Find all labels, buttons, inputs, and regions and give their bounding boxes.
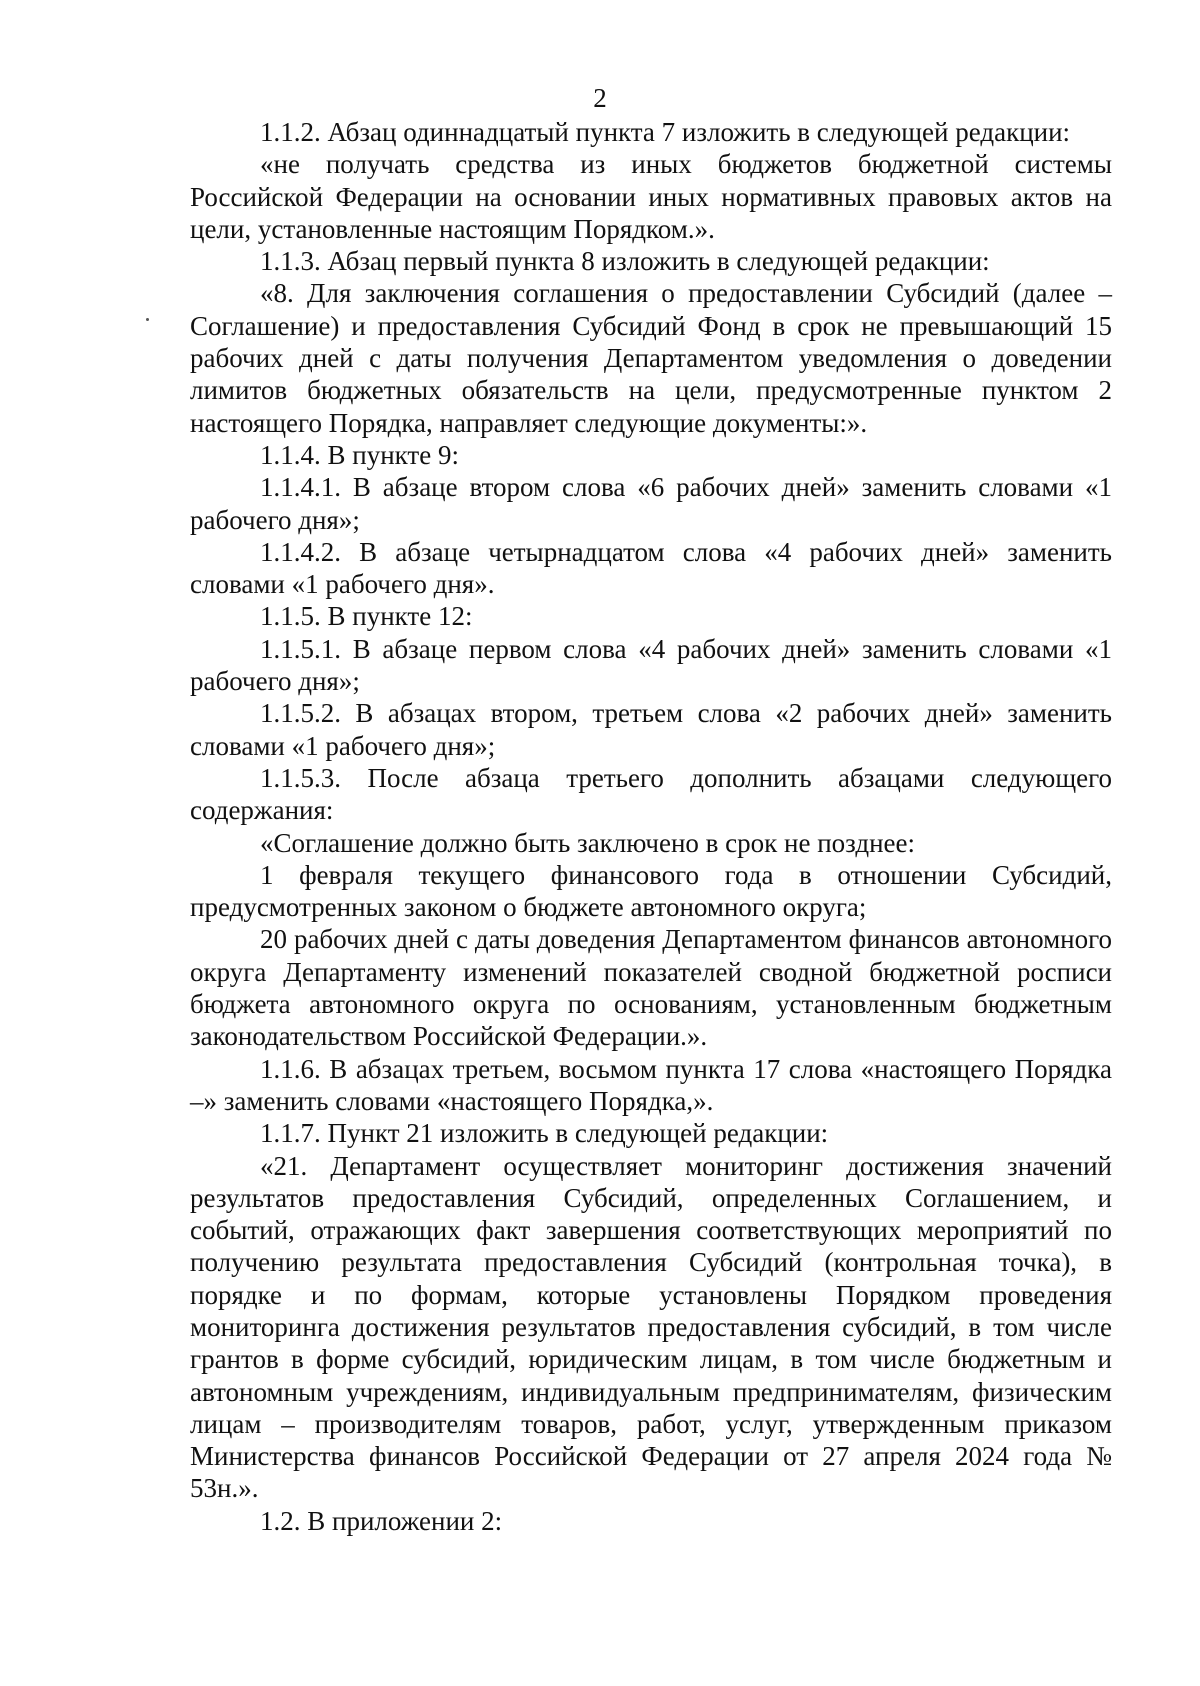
paragraph-1-1-4-1: 1.1.4.1. В абзаце втором слова «6 рабочих дней» заменить словами «1 рабочего дня»; xyxy=(190,472,1112,535)
paragraph-1-1-2: 1.1.2. Абзац одиннадцатый пункта 7 изложить в следующей редакции: xyxy=(260,117,1071,147)
paragraph-1-1-5: 1.1.5. В пункте 12: xyxy=(260,601,473,632)
paragraph-1-1-4: 1.1.4. В пункте 9: xyxy=(260,439,459,470)
paragraph-february-1: 1 февраля текущего финансового года в отношении Субсидий, предусмотренных законом о бюджете автономного округа; xyxy=(190,859,1112,923)
paragraph-quote-point-21: «21. Департамент осуществляет мониторинг достижения значений результатов предоставления Субсидий, определенных Соглашением, и событий, отражающих факт завершения соответствующих мероприятий по получению результата предоставления Субсидий (контрольная точка), в порядке и по формам, которые установлены Порядком проведения мониторинга достижения результатов предоставления субсидий, в том числе грантов в форме субсидий, юридическим лицам, в том числе бюджетным и автономным учреждениям, индивидуальным предпринимателям, физическим лицам – производителям товаров, работ, услуг, утвержденным приказом Министерства финансов Российской Федерации от 27 апреля 2024 года № 53н.». xyxy=(190,1150,1112,1504)
paragraph-1-1-5-3: 1.1.5.3. После абзаца третьего дополнить абзацами следующего содержания: xyxy=(190,762,1112,826)
paragraph-quote-funds: «не получать средства из иных бюджетов бюджетной системы Российской Федерации на основании иных нормативных правовых актов на цели, установленные настоящим Порядком.». xyxy=(190,149,1112,244)
paragraph-1-1-7: 1.1.7. Пункт 21 изложить в следующей редакции: xyxy=(260,1118,829,1149)
paragraph-1-1-5-2: 1.1.5.2. В абзацах втором, третьем слова «2 рабочих дней» заменить словами «1 рабочего дня»; xyxy=(190,698,1112,761)
paragraph-1-1-4-2: 1.1.4.2. В абзаце четырнадцатом слова «4 рабочих дней» заменить словами «1 рабочего дня». xyxy=(190,536,1112,600)
paragraph-quote-agreement-deadline: «Соглашение должно быть заключено в срок не позднее: xyxy=(260,827,915,858)
scan-speck xyxy=(146,318,149,321)
document-body xyxy=(190,116,1112,1537)
paragraph-1-1-3: 1.1.3. Абзац первый пункта 8 изложить в следующей редакции: xyxy=(260,246,990,277)
paragraph-1-2: 1.2. В приложении 2: xyxy=(260,1505,503,1536)
paragraph-quote-point-8: «8. Для заключения соглашения о предоставлении Субсидий (далее – Соглашение) и предоставления Субсидий Фонд в срок не превышающий 15 рабочих дней с даты получения Департаментом уведомления о доведении лимитов бюджетных обязательств на цели, предусмотренные пунктом 2 настоящего Порядка, направляет следующие документы:». xyxy=(190,278,1112,438)
paragraph-20-working-days: 20 рабочих дней с даты доведения Департаментом финансов автономного округа Департаменту изменений показателей сводной бюджетной росписи бюджета автономного округа по основаниям, установленным бюджетным законодательством Российской Федерации.». xyxy=(190,924,1112,1052)
paragraph-1-1-5-1: 1.1.5.1. В абзаце первом слова «4 рабочих дней» заменить словами «1 рабочего дня»; xyxy=(190,633,1112,697)
paragraph-1-1-6: 1.1.6. В абзацах третьем, восьмом пункта 17 слова «настоящего Порядка –» заменить словами «настоящего Порядка,». xyxy=(190,1053,1112,1116)
page-number: 2 xyxy=(593,83,607,113)
